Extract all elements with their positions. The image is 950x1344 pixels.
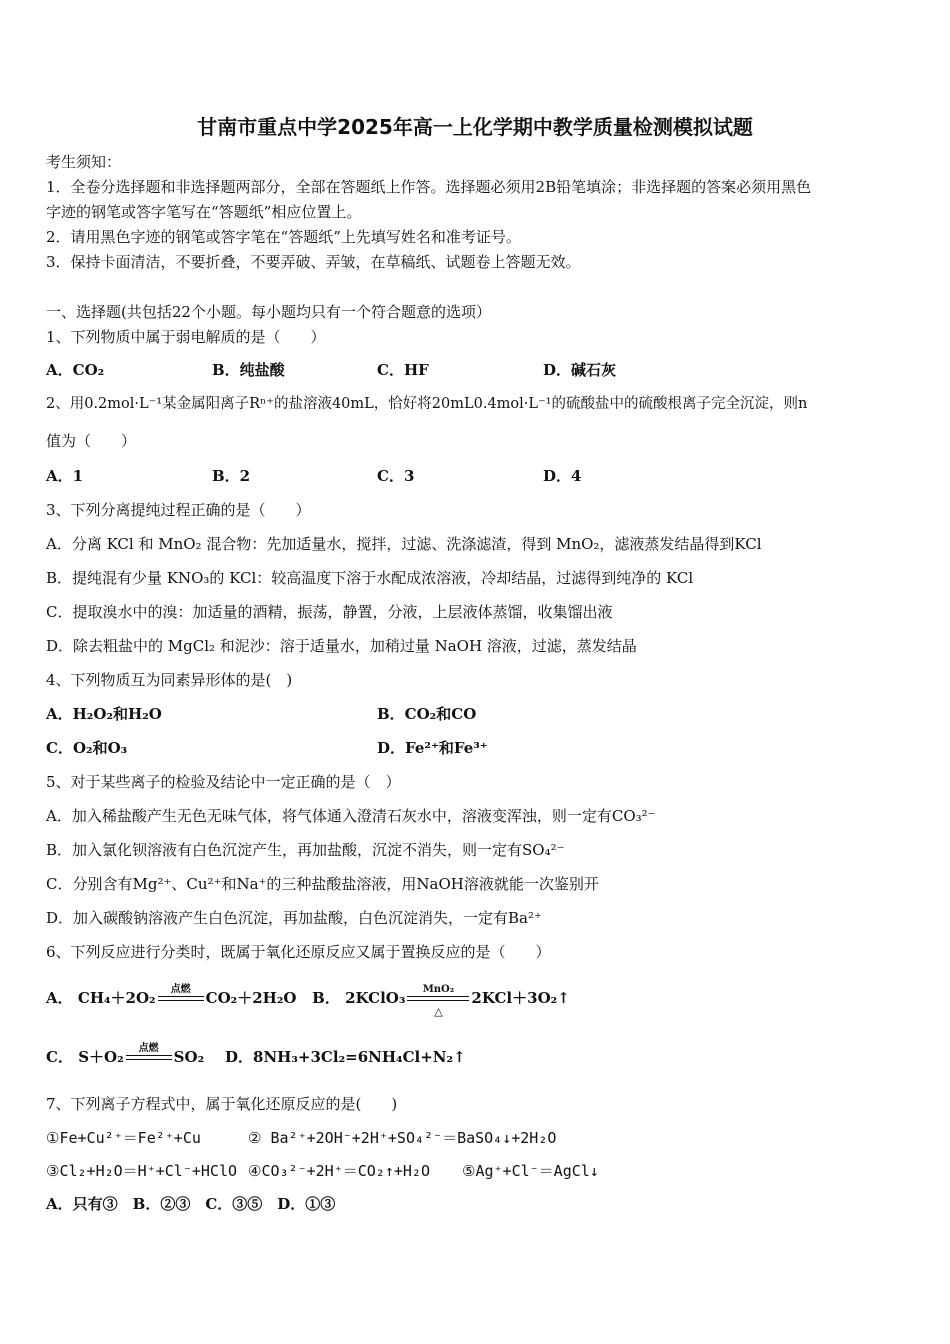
question-5-stem: 5、对于某些离子的检验及结论中一定正确的是（ ） xyxy=(46,773,401,791)
question-7-equation-1: ①Fe+Cu²⁺＝Fe²⁺+Cu xyxy=(46,1129,201,1147)
notice-item-3: 3．保持卡面清洁，不要折叠，不要弄破、弄皱，在草稿纸、试题卷上答题无效。 xyxy=(46,253,581,271)
condition-text: 点燃 xyxy=(138,1043,159,1054)
question-3-option-c: C．提取溴水中的溴：加适量的酒精，振荡，静置，分液，上层液体蒸馏，收集馏出液 xyxy=(46,603,613,621)
question-6-option-c-label: C． xyxy=(46,1048,73,1066)
question-6-option-b-label: B． xyxy=(312,989,340,1007)
question-6-option-d: D．8NH₃+3Cl₂=6NH₄Cl+N₂↑ xyxy=(225,1048,466,1066)
question-5-option-b: B．加入氯化钡溶液有白色沉淀产生，再加盐酸，沉淀不消失，则一定有SO₄²⁻ xyxy=(46,841,565,859)
exam-title: 甘南市重点中学2025年高一上化学期中教学质量检测模拟试题 xyxy=(197,115,753,139)
question-3-option-b: B．提纯混有少量 KNO₃的 KCl：较高温度下溶于水配成浓溶液，冷却结晶，过滤得到纯净的 KCl xyxy=(46,569,694,587)
question-7-options: A．只有③ B．②③ C．③⑤ D．①③ xyxy=(46,1195,336,1213)
notice-item-1-cont: 字迹的钢笔或答字笔写在“答题纸”相应位置上。 xyxy=(46,203,362,221)
question-6-option-b-left: 2KClO₃ xyxy=(345,989,406,1007)
question-1-option-b: B．纯盐酸 xyxy=(212,361,285,379)
question-1-option-d: D．碱石灰 xyxy=(543,361,617,379)
question-6-option-c-left: S＋O₂ xyxy=(78,1048,124,1066)
question-5-option-a: A．加入稀盐酸产生无色无味气体，将气体通入澄清石灰水中，溶液变浑浊，则一定有CO₃²⁻ xyxy=(46,807,656,825)
question-6-stem: 6、下列反应进行分类时，既属于氧化还原反应又属于置换反应的是（ ） xyxy=(46,943,551,961)
condition-arrow xyxy=(126,1043,172,1065)
question-1-stem: 1、下列物质中属于弱电解质的是（ ） xyxy=(46,328,326,346)
section-heading: 一、选择题(共包括22个小题。每小题均只有一个符合题意的选项） xyxy=(46,303,491,321)
condition-text: 点燃 xyxy=(170,984,191,995)
condition-text: MnO₂ xyxy=(422,984,455,995)
question-6-option-a-left: CH₄＋2O₂ xyxy=(77,989,156,1007)
question-7-equation-2: ② Ba²⁺+2OH⁻+2H⁺+SO₄²⁻＝BaSO₄↓+2H₂O xyxy=(248,1129,557,1147)
question-7-equation-4: ④CO₃²⁻+2H⁺＝CO₂↑+H₂O xyxy=(248,1162,430,1180)
question-5-option-d: D．加入碳酸钠溶液产生白色沉淀，再加盐酸，白色沉淀消失，一定有Ba²⁺ xyxy=(46,909,542,927)
question-7-equation-5: ⑤Ag⁺+Cl⁻＝AgCl↓ xyxy=(462,1162,599,1180)
question-7-stem: 7、下列离子方程式中，属于氧化还原反应的是( ) xyxy=(46,1095,398,1113)
question-5-option-c: C．分别含有Mg²⁺、Cu²⁺和Na⁺的三种盐酸盐溶液，用NaOH溶液就能一次鉴别开 xyxy=(46,875,599,893)
question-1-option-a: A．CO₂ xyxy=(46,361,105,379)
question-1-option-c: C．HF xyxy=(377,361,429,379)
notice-heading: 考生须知： xyxy=(46,153,122,171)
notice-item-1: 1．全卷分选择题和非选择题两部分，全部在答题纸上作答。选择题必须用2B铅笔填涂；非选择题的答案必须用黑色 xyxy=(46,178,812,196)
condition-arrow xyxy=(158,984,204,1006)
question-4-option-c: C．O₂和O₃ xyxy=(46,739,128,757)
question-4-stem: 4、下列物质互为同素异形体的是( ) xyxy=(46,671,293,689)
question-4-option-b: B．CO₂和CO xyxy=(377,705,477,723)
question-4-option-d: D．Fe²⁺和Fe³⁺ xyxy=(377,739,488,757)
question-3-stem: 3、下列分离提纯过程正确的是（ ） xyxy=(46,501,311,519)
question-2-option-b: B．2 xyxy=(212,467,251,485)
question-2-option-a: A．1 xyxy=(46,467,84,485)
question-6-row-ab xyxy=(46,984,570,1018)
question-3-option-a: A．分离 KCl 和 MnO₂ 混合物：先加适量水，搅拌，过滤、洗涤滤渣，得到 MnO₂，滤液蒸发结晶得到KCl xyxy=(46,535,762,553)
question-4-option-a: A．H₂O₂和H₂O xyxy=(46,705,162,723)
question-7-equation-3: ③Cl₂+H₂O＝H⁺+Cl⁻+HClO xyxy=(46,1162,238,1180)
notice-item-2: 2．请用黑色字迹的钢笔或答字笔在“答题纸”上先填写姓名和准考证号。 xyxy=(46,228,521,246)
question-6-option-a-label: A． xyxy=(46,989,73,1007)
condition-arrow xyxy=(407,984,469,1018)
question-2-stem-cont: 值为（ ） xyxy=(46,432,137,450)
condition-heat-symbol: △ xyxy=(434,1005,443,1018)
question-6-option-a-right: CO₂＋2H₂O xyxy=(205,989,297,1007)
question-6-row-cd xyxy=(46,1043,466,1067)
question-6-option-b-right: 2KCl＋3O₂↑ xyxy=(471,989,570,1007)
question-3-option-d: D．除去粗盐中的 MgCl₂ 和泥沙：溶于适量水，加稍过量 NaOH 溶液，过滤，蒸发结晶 xyxy=(46,637,637,655)
question-2-option-c: C．3 xyxy=(377,467,415,485)
question-6-option-c-right: SO₂ xyxy=(173,1048,205,1066)
question-2-option-d: D．4 xyxy=(543,467,582,485)
question-2-stem: 2、用0.2mol·L⁻¹某金属阳离子Rⁿ⁺的盐溶液40mL，恰好将20mL0.4mol·L⁻¹的硫酸盐中的硫酸根离子完全沉淀，则n xyxy=(46,396,808,412)
